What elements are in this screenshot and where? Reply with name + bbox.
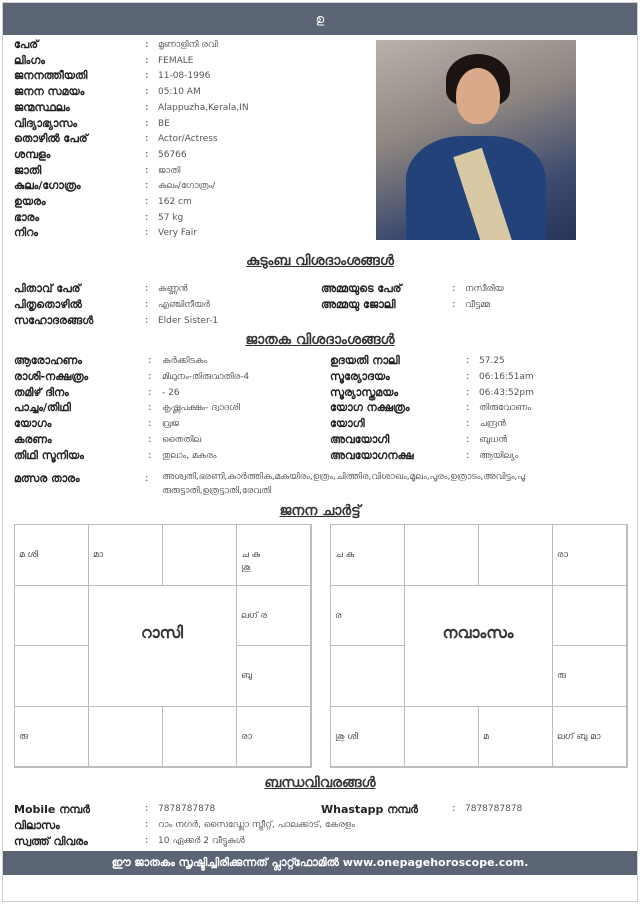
personal-value: 57 kg: [158, 212, 184, 223]
house-planets: രാ: [241, 731, 252, 742]
house-planets: മ: [483, 731, 489, 742]
jathaka-label: തമിഴ് ദിനം: [14, 385, 69, 399]
mother-name: നസീരിയ: [465, 284, 504, 294]
rasi-house: [236, 585, 311, 647]
whatsapp-label: Whastapp നമ്പർ: [321, 803, 418, 816]
header-bar: ഉ: [3, 3, 637, 35]
father-job: എഞ്ചിനീയർ: [158, 300, 210, 310]
rasi-house: [88, 706, 163, 768]
matsara-line1: അശ്വതി,ഭരണി,കാർത്തിക,മകയിരം,ഉത്രം,ചിത്തിര,വിശാഖം,മൂലം,പൂരം,ഉത്രാടം,അവിട്ടം,പൂ: [162, 472, 526, 482]
jathaka-label: സൂര്യാസ്തമയം: [330, 385, 399, 399]
personal-value: Very Fair: [158, 228, 197, 239]
rasi-house: [236, 706, 311, 768]
mobile-label: Mobile നമ്പർ: [14, 803, 90, 816]
personal-label: ഭാരം: [14, 210, 40, 224]
house-planets: മ ശി: [19, 550, 39, 560]
navamsa-house: [478, 524, 553, 586]
matsara-line2: രുരുട്ടാതി,ഉത്രട്ടാതി,രേവതി: [162, 486, 272, 496]
contact-section-title: ബന്ധവിവരങ്ങൾ: [264, 775, 376, 791]
jathaka-label: ആരോഹണം: [14, 354, 82, 367]
navamsa-house: [330, 524, 405, 586]
personal-value: 162 cm: [158, 197, 192, 207]
personal-value: കുലം/ഗോത്രം/: [158, 181, 216, 192]
whatsapp-number[interactable]: 7878787878: [465, 804, 523, 814]
house-planets: ലഗ് ര: [241, 610, 268, 621]
navamsa-house: [552, 585, 627, 647]
house-planets: ച കു: [335, 550, 355, 560]
house-planets: ര: [335, 610, 342, 621]
siblings: Elder Sister-1: [158, 316, 219, 326]
jathaka-label: രാശി-നക്ഷത്രം: [14, 369, 89, 383]
property: 10 ഏക്കർ 2 വീട്ടുകൾ: [158, 836, 245, 846]
jathaka-section-title: ജാതക വിശദാംശങ്ങൾ: [245, 332, 395, 348]
personal-label: നിറം: [14, 226, 39, 240]
jathaka-label: യോഗം: [14, 417, 52, 431]
jathaka-label: അവയോഗി: [330, 433, 390, 446]
footer-bar: ഈ ജാതകം സൃഷ്ടിച്ചിരിക്കുന്നത് പ്ലാറ്റ്ഫോമിൽ www.onepagehoroscope.com.: [3, 851, 637, 875]
father-name: കണ്ണൻ: [158, 284, 188, 294]
rasi-house: [14, 524, 89, 586]
house-planets: രു: [557, 671, 566, 681]
jathaka-value: ചന്ദ്രൻ: [479, 419, 506, 430]
personal-value: 11-08-1996: [158, 71, 211, 82]
jathaka-value: കർക്കിടകം: [162, 356, 208, 366]
rasi-house: [236, 524, 311, 586]
navamsa-house: [552, 706, 627, 768]
jathaka-value: വ്രജ: [162, 419, 179, 430]
navamsa-house: [478, 706, 553, 768]
jathaka-label: യോഗി: [330, 417, 365, 431]
personal-value: BE: [158, 118, 170, 129]
navamsa-house: [552, 524, 627, 586]
house-planets: ശു ശി: [335, 731, 358, 742]
personal-label: ശമ്പളം: [14, 147, 51, 161]
father-job-label: പിതൃതൊഴിൽ: [14, 298, 82, 311]
jathaka-value: കൃഷ്ണപക്ഷം- ദ്വാദശി: [162, 403, 240, 414]
mother-job: വീട്ടമ്മ: [465, 300, 490, 310]
personal-label: തൊഴിൽ പേര്: [14, 132, 88, 146]
house-planets: ച കു ശു: [241, 550, 261, 573]
father-name-label: പിതാവ് പേര്: [14, 282, 81, 295]
jathaka-value: 06:43:52pm: [479, 387, 534, 398]
jathaka-value: 57.25: [479, 356, 505, 366]
personal-label: ജാതി: [14, 163, 42, 177]
birth-chart-title: ജനന ചാർട്ട്: [279, 503, 361, 519]
house-planets: രു: [19, 731, 28, 742]
house-planets: രാ: [557, 550, 568, 560]
navamsa-house: [404, 524, 479, 586]
personal-label: ജനനത്തീയതി: [14, 69, 88, 83]
house-planets: ലഗ് ബു മാ: [557, 731, 601, 742]
personal-value: Alappuzha,Kerala,IN: [158, 102, 249, 113]
personal-label: പേര്: [14, 38, 39, 51]
jathaka-value: തിരുവോണം: [479, 403, 532, 414]
profile-photo: [376, 40, 576, 240]
personal-value: FEMALE: [158, 55, 194, 66]
jathaka-value: ആയില്യം: [479, 450, 519, 461]
rasi-house: [162, 524, 237, 586]
jathaka-value: തൈതില: [162, 435, 202, 445]
navamsa-house: [404, 706, 479, 768]
jathaka-value: മിഥുനം-തിരുവാതിര-4: [162, 371, 250, 382]
address: റാം നഗർ, സൈഡ്ലോ സ്ട്രീറ്റ്, പാലക്കാട്, കേരളം: [158, 820, 355, 830]
personal-value: 56766: [158, 149, 187, 160]
rasi-house: [88, 524, 163, 586]
property-label: സ്വത്ത് വിവരം: [14, 835, 88, 848]
jathaka-label: യോഗ നക്ഷത്രം: [330, 401, 410, 415]
jathaka-value: 06:16:51am: [479, 371, 534, 382]
jathaka-label: പാച്ചം/തിഥി: [14, 401, 71, 415]
navamsa-house: [330, 706, 405, 768]
rasi-house: [14, 645, 89, 707]
family-section-title: കുടുംബ വിശദാംശങ്ങൾ: [246, 253, 394, 269]
mother-name-label: അമ്മയുടെ പേര്: [321, 282, 402, 295]
jathaka-value: ബുധൻ: [479, 435, 508, 445]
rasi-house: [14, 706, 89, 768]
navamsa-house: [552, 645, 627, 707]
personal-label: ഉയരം: [14, 195, 46, 208]
jathaka-value: - 26: [162, 387, 180, 398]
personal-label: ലിംഗം: [14, 53, 46, 67]
personal-value: ജാതി: [158, 165, 181, 176]
personal-label: വിദ്യാഭ്യാസം: [14, 116, 78, 130]
mother-job-label: അമ്മയു ജോലി: [321, 298, 396, 311]
jathaka-label: അവയോഗനക്ഷ: [330, 448, 414, 462]
personal-label: ജനന സമയം: [14, 85, 85, 99]
rasi-house: [236, 645, 311, 707]
jathaka-label: തിഥി സൂനിയം: [14, 448, 84, 462]
personal-label: കുലം/ഗോത്രം: [14, 179, 81, 193]
personal-value: മൃണാളിനി രവി: [158, 40, 218, 50]
jathaka-value: തുലാം, മകരം: [162, 450, 217, 461]
matsara-label: മത്സര താരം: [14, 472, 80, 485]
jathaka-label: ഉദയതി നാലി: [330, 354, 400, 367]
mobile-number[interactable]: 7878787878: [158, 804, 216, 814]
personal-label: ജന്മസ്ഥലം: [14, 100, 70, 114]
navamsa-center-label: നവാംസം: [442, 622, 514, 642]
rasi-center-label: റാസി: [140, 622, 184, 642]
personal-value: 05:10 AM: [158, 87, 201, 98]
house-planets: മാ: [93, 550, 104, 560]
jathaka-label: കരണം: [14, 433, 52, 446]
rasi-house: [14, 585, 89, 647]
siblings-label: സഹോദരങ്ങൾ: [14, 314, 94, 327]
jathaka-label: സൂര്യോദയം: [330, 369, 390, 383]
navamsa-house: [330, 585, 405, 647]
navamsa-house: [330, 645, 405, 707]
personal-value: Actor/Actress: [158, 134, 218, 145]
rasi-house: [162, 706, 237, 768]
house-planets: ബു: [241, 671, 252, 681]
address-label: വിലാസം: [14, 819, 60, 832]
